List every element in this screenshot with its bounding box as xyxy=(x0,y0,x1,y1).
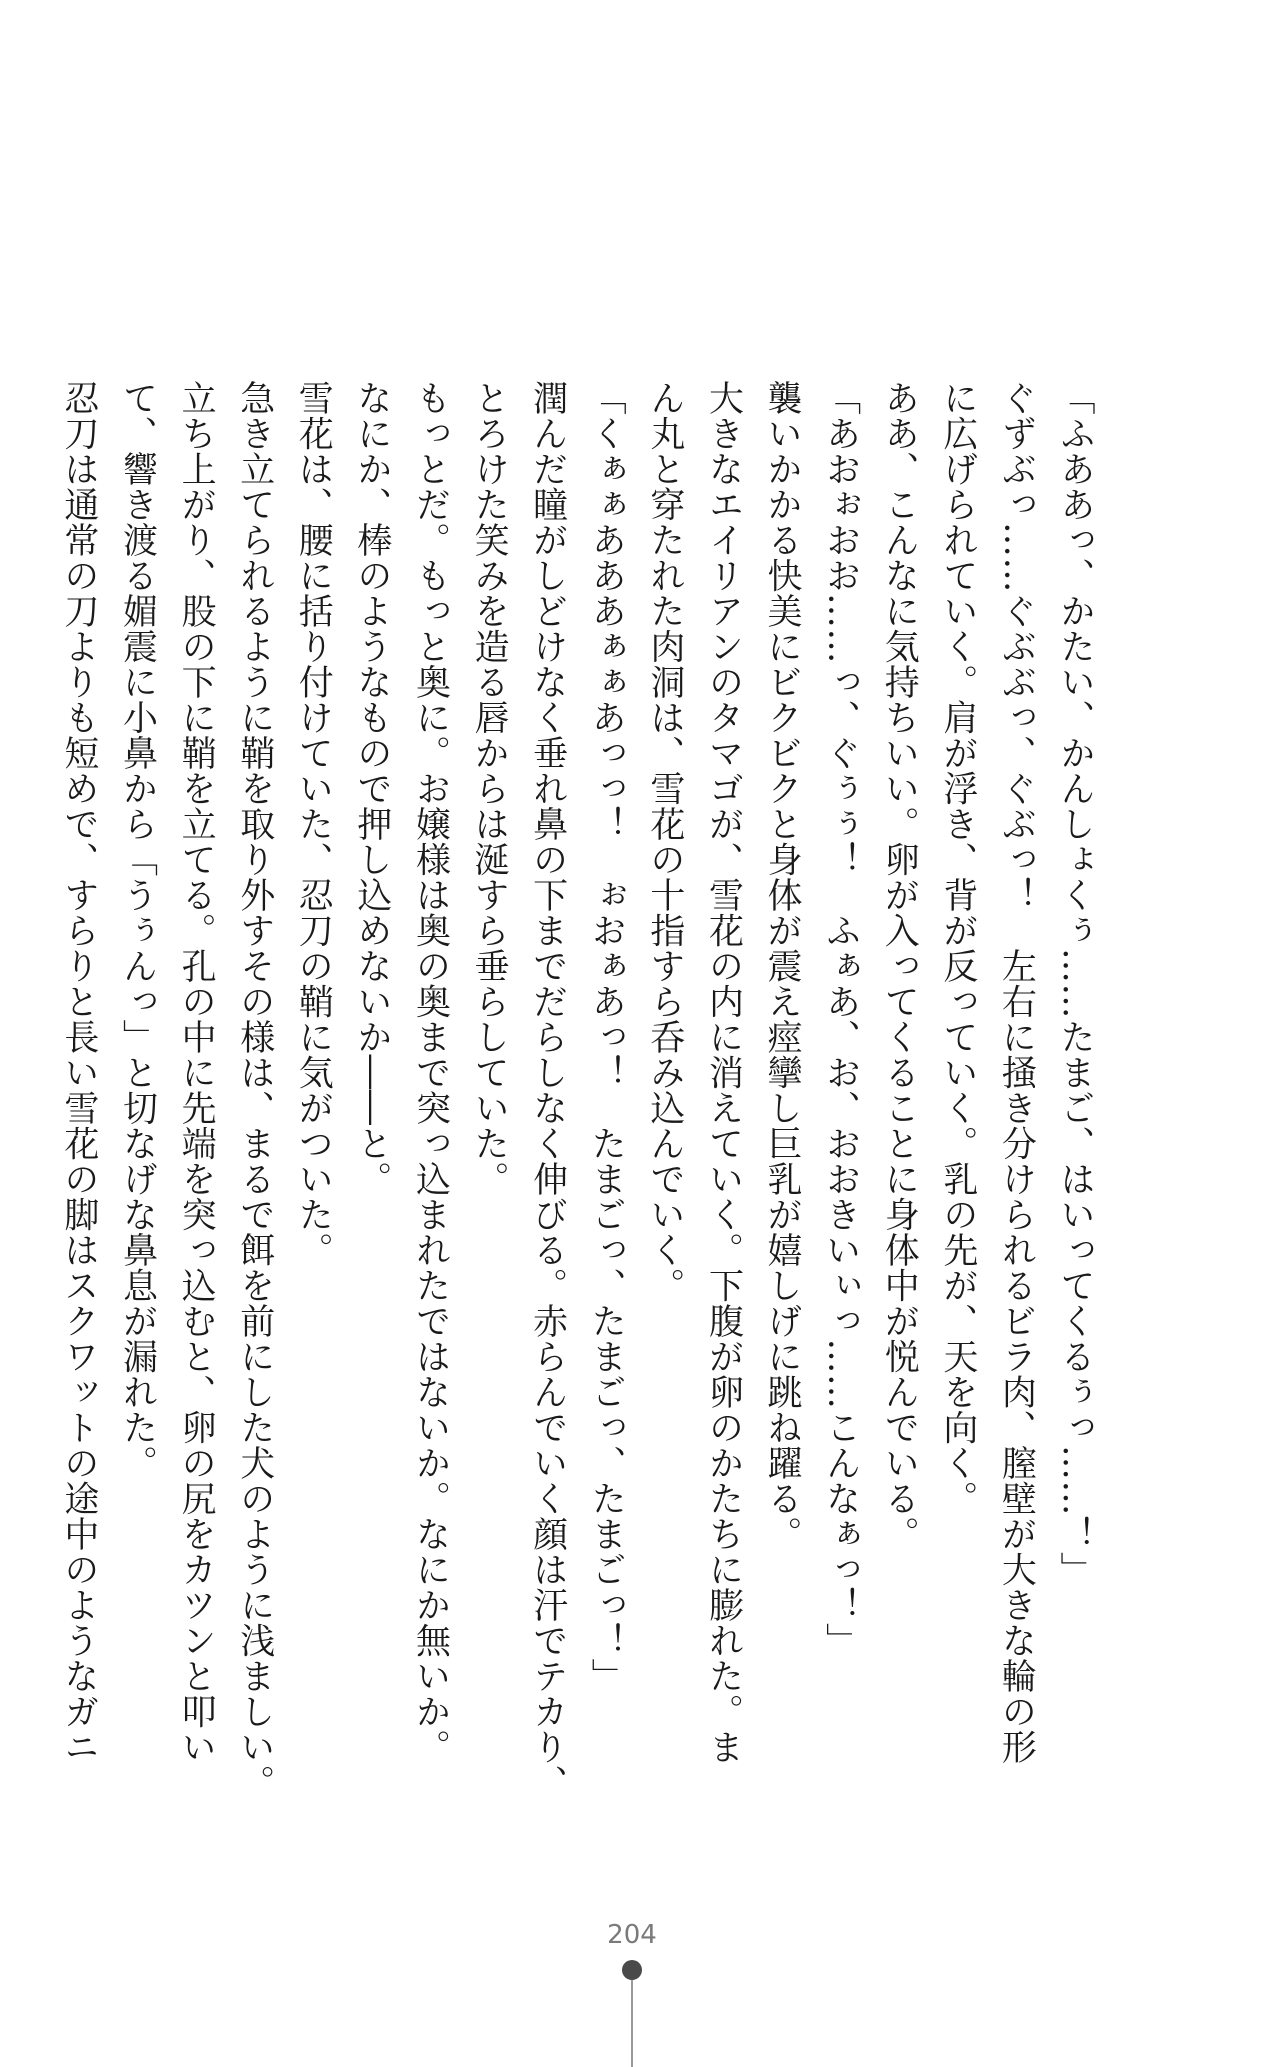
text-line: て、響き渡る媚震に小鼻から「うぅんっ」と切なげな鼻息が漏れた。 xyxy=(117,380,158,1481)
text-line: 忍刀は通常の刀よりも短めで、すらりと長い雪花の脚はスクワットの途中のようなガニ xyxy=(58,380,99,1765)
page-marker-dot xyxy=(622,1960,642,1980)
text-line: 「ふああっ、かたい、かんしょくぅ……たまご、はいってくるぅっ……！」 xyxy=(1055,380,1095,1587)
text-line: もっとだ。もっと奥に。お嬢様は奥の奥まで突っ込まれたではないか。なにか無いか。 xyxy=(410,380,451,1765)
text-line: 大きなエイリアンのタマゴが、雪花の内に消えていく。下腹が卵のかたちに膨れた。ま xyxy=(703,380,744,1765)
text-line: ああ、こんなに気持ちいい。卵が入ってくることに身体中が悦んでいる。 xyxy=(879,380,920,1552)
body-text xyxy=(49,380,1104,1800)
text-line: 立ち上がり、股の下に鞘を立てる。孔の中に先端を突っ込むと、卵の尻をカツンと叩い xyxy=(176,380,217,1765)
text-line: ぐずぶっ……ぐぶぶっ、ぐぶっ！ 左右に掻き分けられるビラ肉、膣壁が大きな輪の形 xyxy=(996,380,1037,1765)
text-line: 襲いかかる快美にビクビクと身体が震え痙攣し巨乳が嬉しげに跳ね躍る。 xyxy=(762,380,803,1552)
text-line: 雪花は、腰に括り付けていた、忍刀の鞘に気がついた。 xyxy=(293,380,334,1268)
text-line: 「あおぉおお……っ、ぐぅぅ！ ふぁあ、お、おおきいぃっ……こんなぁっ！」 xyxy=(820,380,861,1658)
text-line: 潤んだ瞳がしどけなく垂れ鼻の下までだらしなく伸びる。赤らんでいく顔は汗でテカり、 xyxy=(527,380,568,1800)
text-line: に広げられていく。肩が浮き、背が反っていく。乳の先が、天を向く。 xyxy=(937,380,978,1516)
text-line: 急き立てられるように鞘を取り外すその様は、まるで餌を前にした犬のように浅ましい。 xyxy=(234,380,275,1800)
text-line: なにか、棒のようなもので押し込めないか――と。 xyxy=(351,380,392,1197)
text-line: とろけた笑みを造る唇からは涎すら垂らしていた。 xyxy=(469,380,510,1197)
page-number: 204 xyxy=(607,1920,657,1950)
text-line: ん丸と穿たれた肉洞は、雪花の十指すら呑み込んでいく。 xyxy=(644,380,685,1303)
page-marker-line xyxy=(631,1980,633,2067)
text-line: 「くぁぁあああぁぁあっっ！ ぉおぁあっ！ たまごっ、たまごっ、たまごっ！」 xyxy=(586,380,627,1694)
